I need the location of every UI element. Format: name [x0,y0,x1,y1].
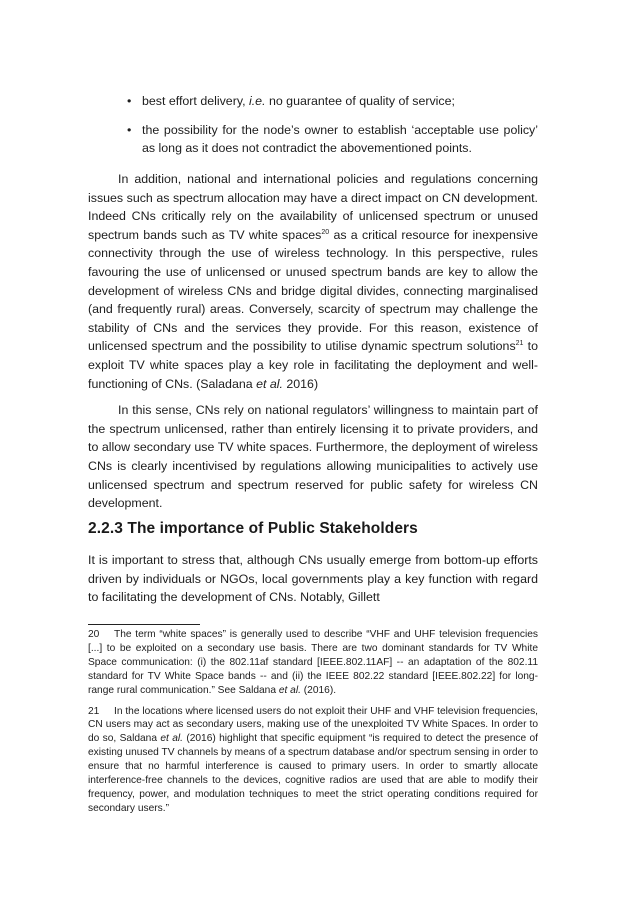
footnote-text: (2016) highlight that specific equipment “is required to detect the presence of existing unused TV channels by means of a spectrum database and/or spectrum sensing in order to ensure that no harmful interference is caused to primary users. In order to smartly allocate interference-free channels to the devices, cognitive radios are used that are able to modify their frequency, power, and modulation techniques to meet the strict operating conditions required for secondary users.” [88,733,538,814]
bullet-marker: • [127,94,132,108]
bullet-italic: i.e. [248,94,266,108]
footnote-20 [88,628,538,698]
footnote-text: In the locations where licensed users do not exploit their UHF and VHF television frequencies, CN users may act as secondary users, making use of the unexploited TV White Spaces. In order to do so, Saldana [88,705,538,745]
bullet-marker: • [127,122,132,137]
bullet-item [88,121,538,158]
paragraph-public-stakeholders [88,551,538,607]
footnote-divider [88,624,200,625]
footnote-ref-20[interactable]: 20 [321,228,330,236]
bullet-text-end: no guarantee of quality of service; [265,94,455,108]
paragraph-text: It is important to stress that, although CNs usually emerge from bottom-up efforts driven by individuals or NGOs, local governments play a key function with regard to facilitating the development of CNs. Notably, Gillett [88,553,538,605]
bullet-list [88,92,538,168]
citation-italic: et al. [256,376,283,391]
citation-italic: et al. [160,733,183,745]
bullet-text: the possibility for the node’s owner to establish ‘acceptable use policy’ as long as it does not contradict the abovementioned points. [142,122,538,156]
footnote-number: 21 [88,705,100,717]
footnote-ref-21[interactable]: 21 [515,340,524,348]
footnote-number: 20 [88,629,100,640]
bullet-item [88,92,538,111]
paragraph-spectrum-policy [88,170,538,393]
footnote-text: (2016). [300,684,337,696]
paragraph-text: In addition, national and international policies and regulations concerning issues such as spectrum allocation may have a direct impact on CN development. Indeed CNs critically rely on the availability of unlicensed spectrum or unused spectrum bands such as TV white spaces [88,172,538,242]
body-paragraphs [88,170,538,513]
paragraph-regulators: In this sense, CNs rely on national regulators’ willingness to maintain part of the spectrum unlicensed, rather than entirely licensing it to private providers, and to allow secondary use TV white spaces. Furthermore, the deployment of wireless CNs is clearly incentivised by regulations allowing municipalities to actively use unlicensed spectrum and spectrum reserved for public safety for wireless CN development. [88,403,538,511]
footnote-text: The term “white spaces” is generally used to describe “VHF and UHF television frequencies [...] to be exploited on a secondary use basis. There are two dominant standards for TV White Space communication: (i) the 802.11af standard [IEEE.802.11AF] -- an adaptation of the 802.11 standard for TV White Space bands -- and (ii) the IEEE 802.22 standard [IEEE.802.22] for long-range rural communication.” See Saldana [88,629,538,696]
citation-italic: et al. [278,684,301,696]
section-heading: 2.2.3 The importance of Public Stakeholders [88,520,418,537]
paragraph-text: as a critical resource for inexpensive connectivity through the use of wireless technology. In this perspective, rules favouring the use of unlicensed or unused spectrum bands are key to allow the development of wireless CNs and bridge digital divides, connecting marginalised (and frequently rural) areas. Conversely, scarcity of spectrum may challenge the stability of CNs and the services they provide. For this reason, existence of unlicensed spectrum and the possibility to utilise dynamic spectrum solutions [88,227,538,354]
paragraph-text: 2016) [282,376,319,391]
footnotes [88,628,538,816]
bullet-text: best effort delivery, [142,94,249,108]
footnote-21 [88,705,538,816]
paragraph-text: to exploit TV white spaces play a key role in facilitating the deployment and well-functioning of CNs. (Saladana [88,339,538,391]
